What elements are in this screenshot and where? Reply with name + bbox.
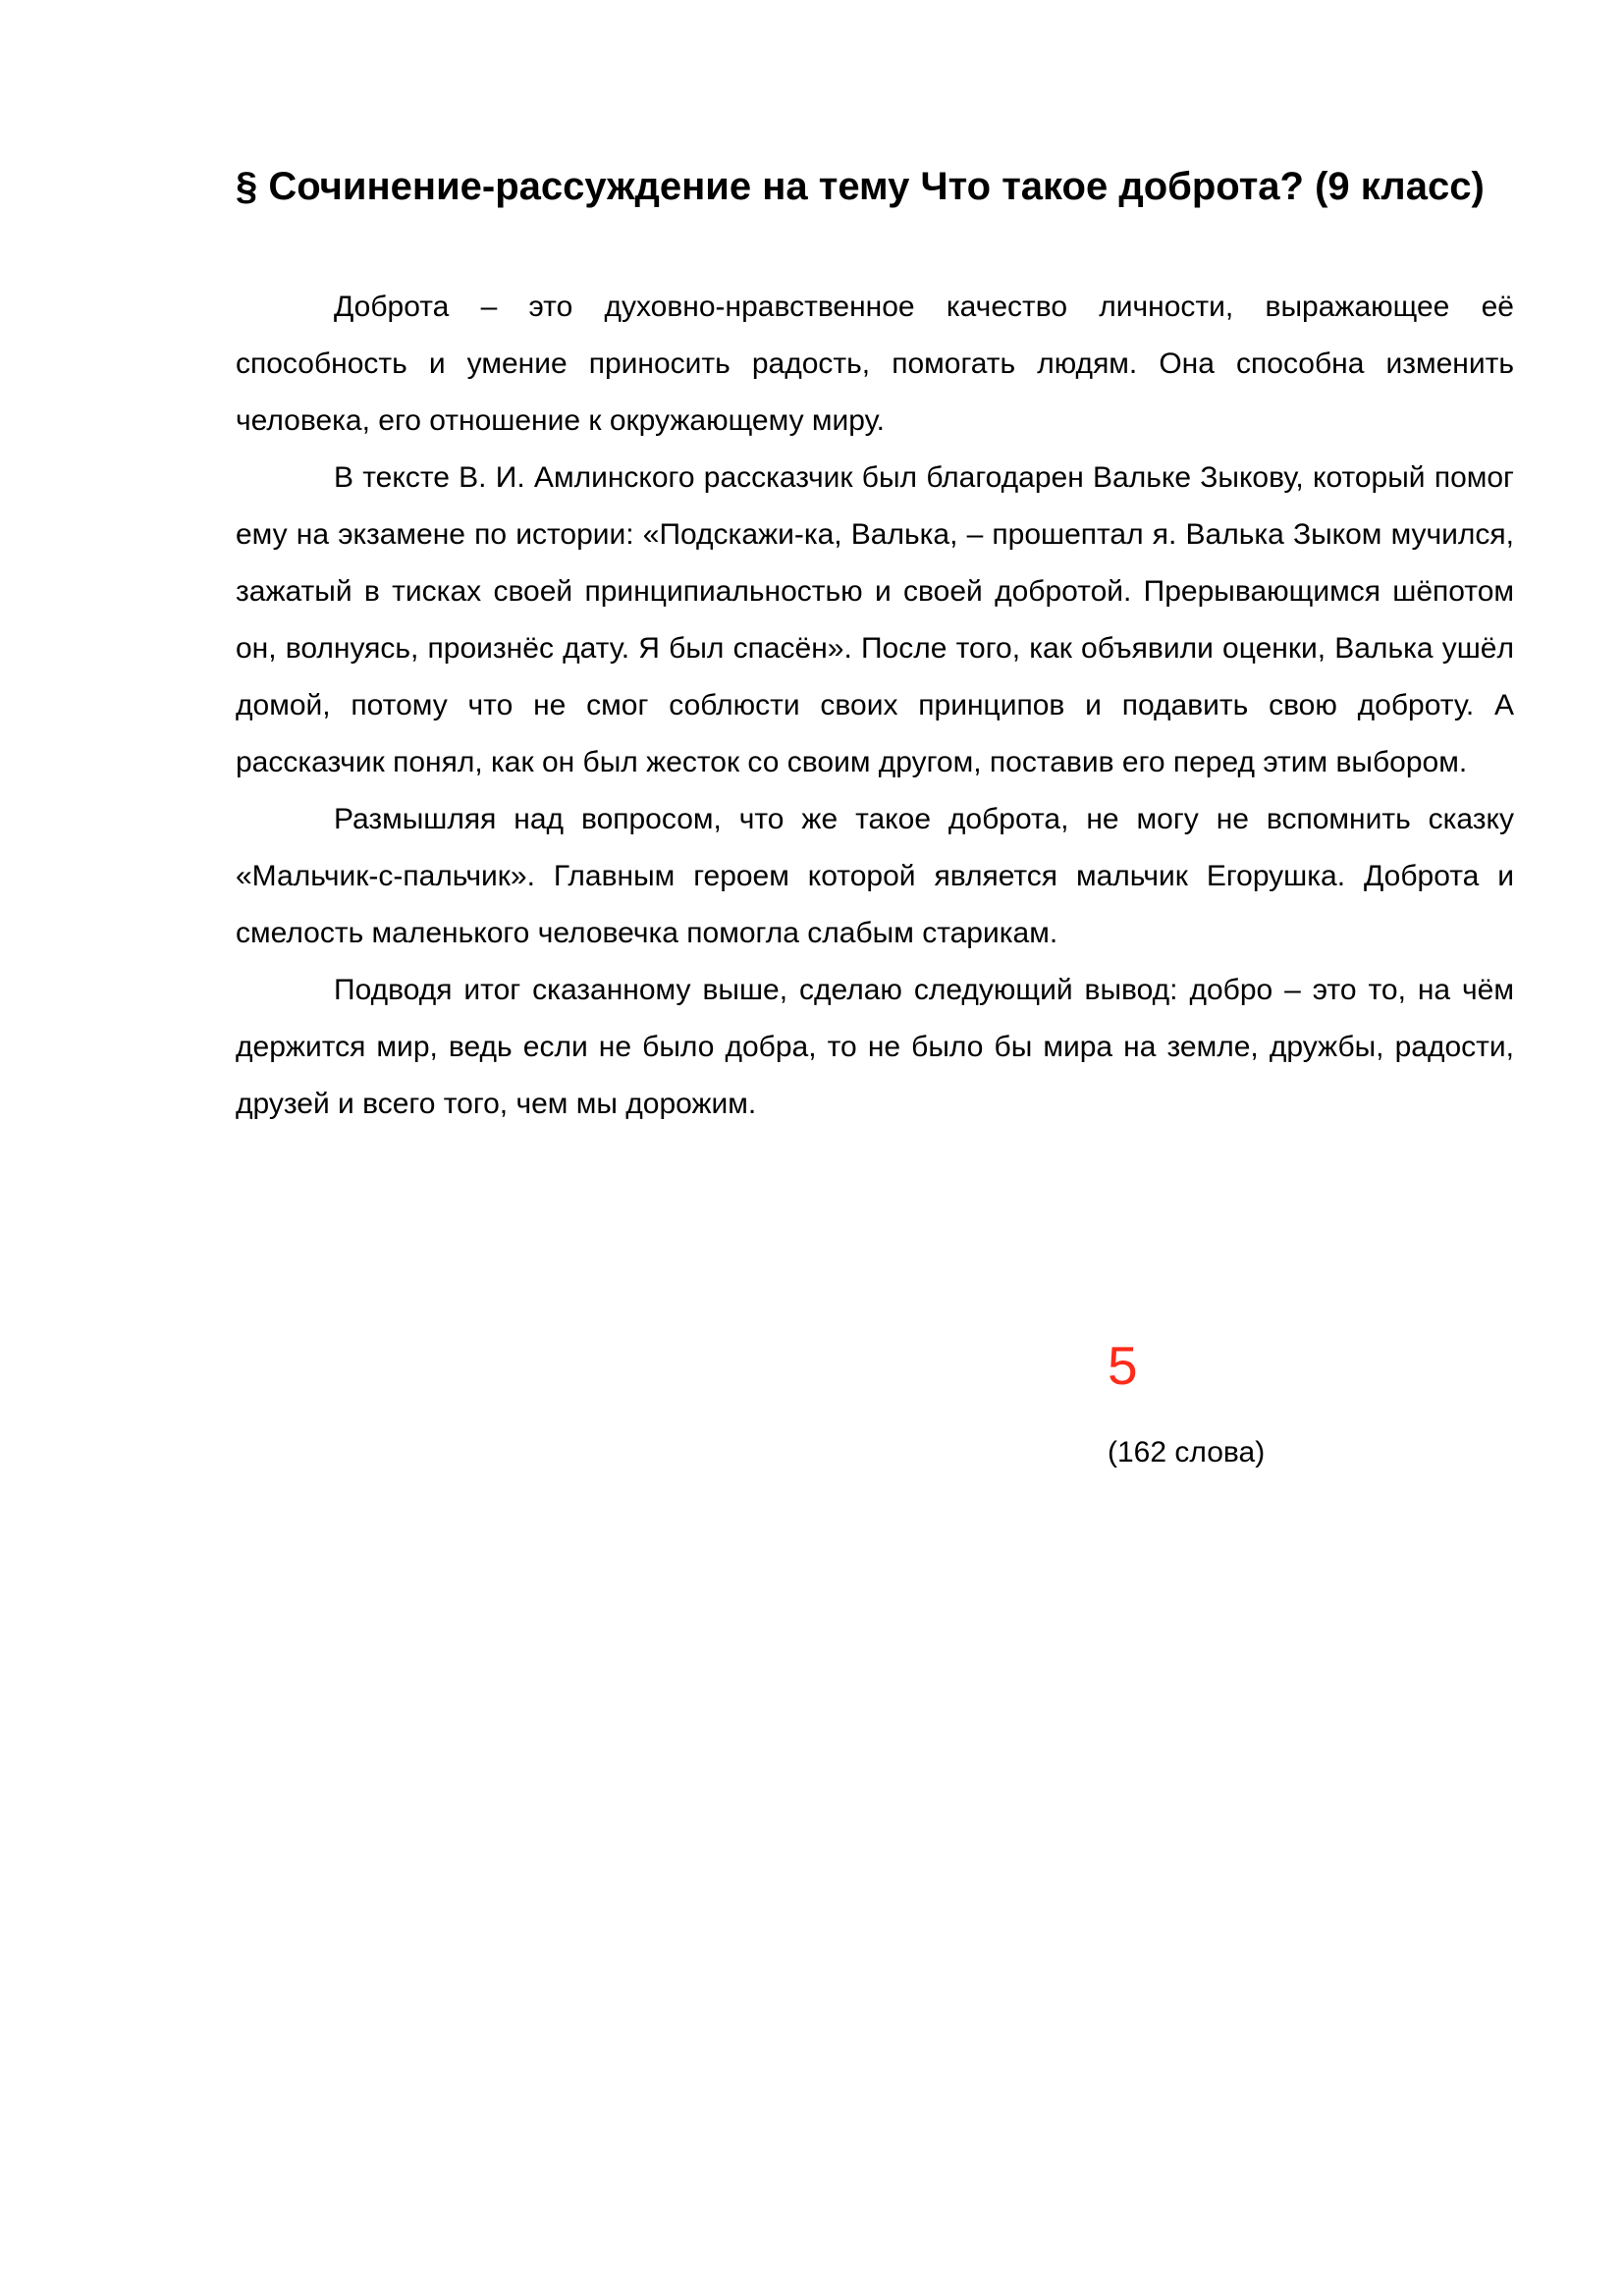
- essay-content: [236, 147, 1514, 1133]
- word-count: (162 слова): [1108, 1436, 1266, 1468]
- essay-paragraph-4: Подводя итог сказанному выше, сделаю следующий вывод: добро – это то, на чём держится мир, ведь если не было добра, то не было бы мира на земле, дружбы, радости, друзей и всего того, чем мы дорожим.: [236, 974, 1514, 1120]
- essay-paragraph-1: Доброта – это духовно-нравственное качество личности, выражающее её способность и умение приносить радость, помогать людям. Она способна изменить человека, его отношение к окружающему миру.: [236, 291, 1514, 437]
- essay-paragraph-2: В тексте В. И. Амлинского рассказчик был благодарен Вальке Зыкову, который помог ему на экзамене по истории: «Подскажи-ка, Валька, – прошептал я. Валька Зыком мучился, зажатый в тисках своей принципиальностью и своей добротой. Прерывающимся шёпотом он, волнуясь, произнёс дату. Я был спасён». После того, как объявили оценки, Валька ушёл домой, потому что не смог соблюсти своих принципов и подавить свою доброту. А рассказчик понял, как он был жесток со своим другом, поставив его перед этим выбором.: [236, 461, 1514, 778]
- essay-paragraph-3: Размышляя над вопросом, что же такое доброта, не могу не вспомнить сказку «Мальчик-с-пальчик». Главным героем которой является мальчик Егорушка. Доброта и смелость маленького человечка помогла слабым старикам.: [236, 803, 1514, 949]
- grade-mark: 5: [1108, 1335, 1138, 1396]
- essay-body: [236, 279, 1514, 1133]
- essay-title: § Сочинение-рассуждение на тему Что такое доброта? (9 класс): [236, 165, 1485, 208]
